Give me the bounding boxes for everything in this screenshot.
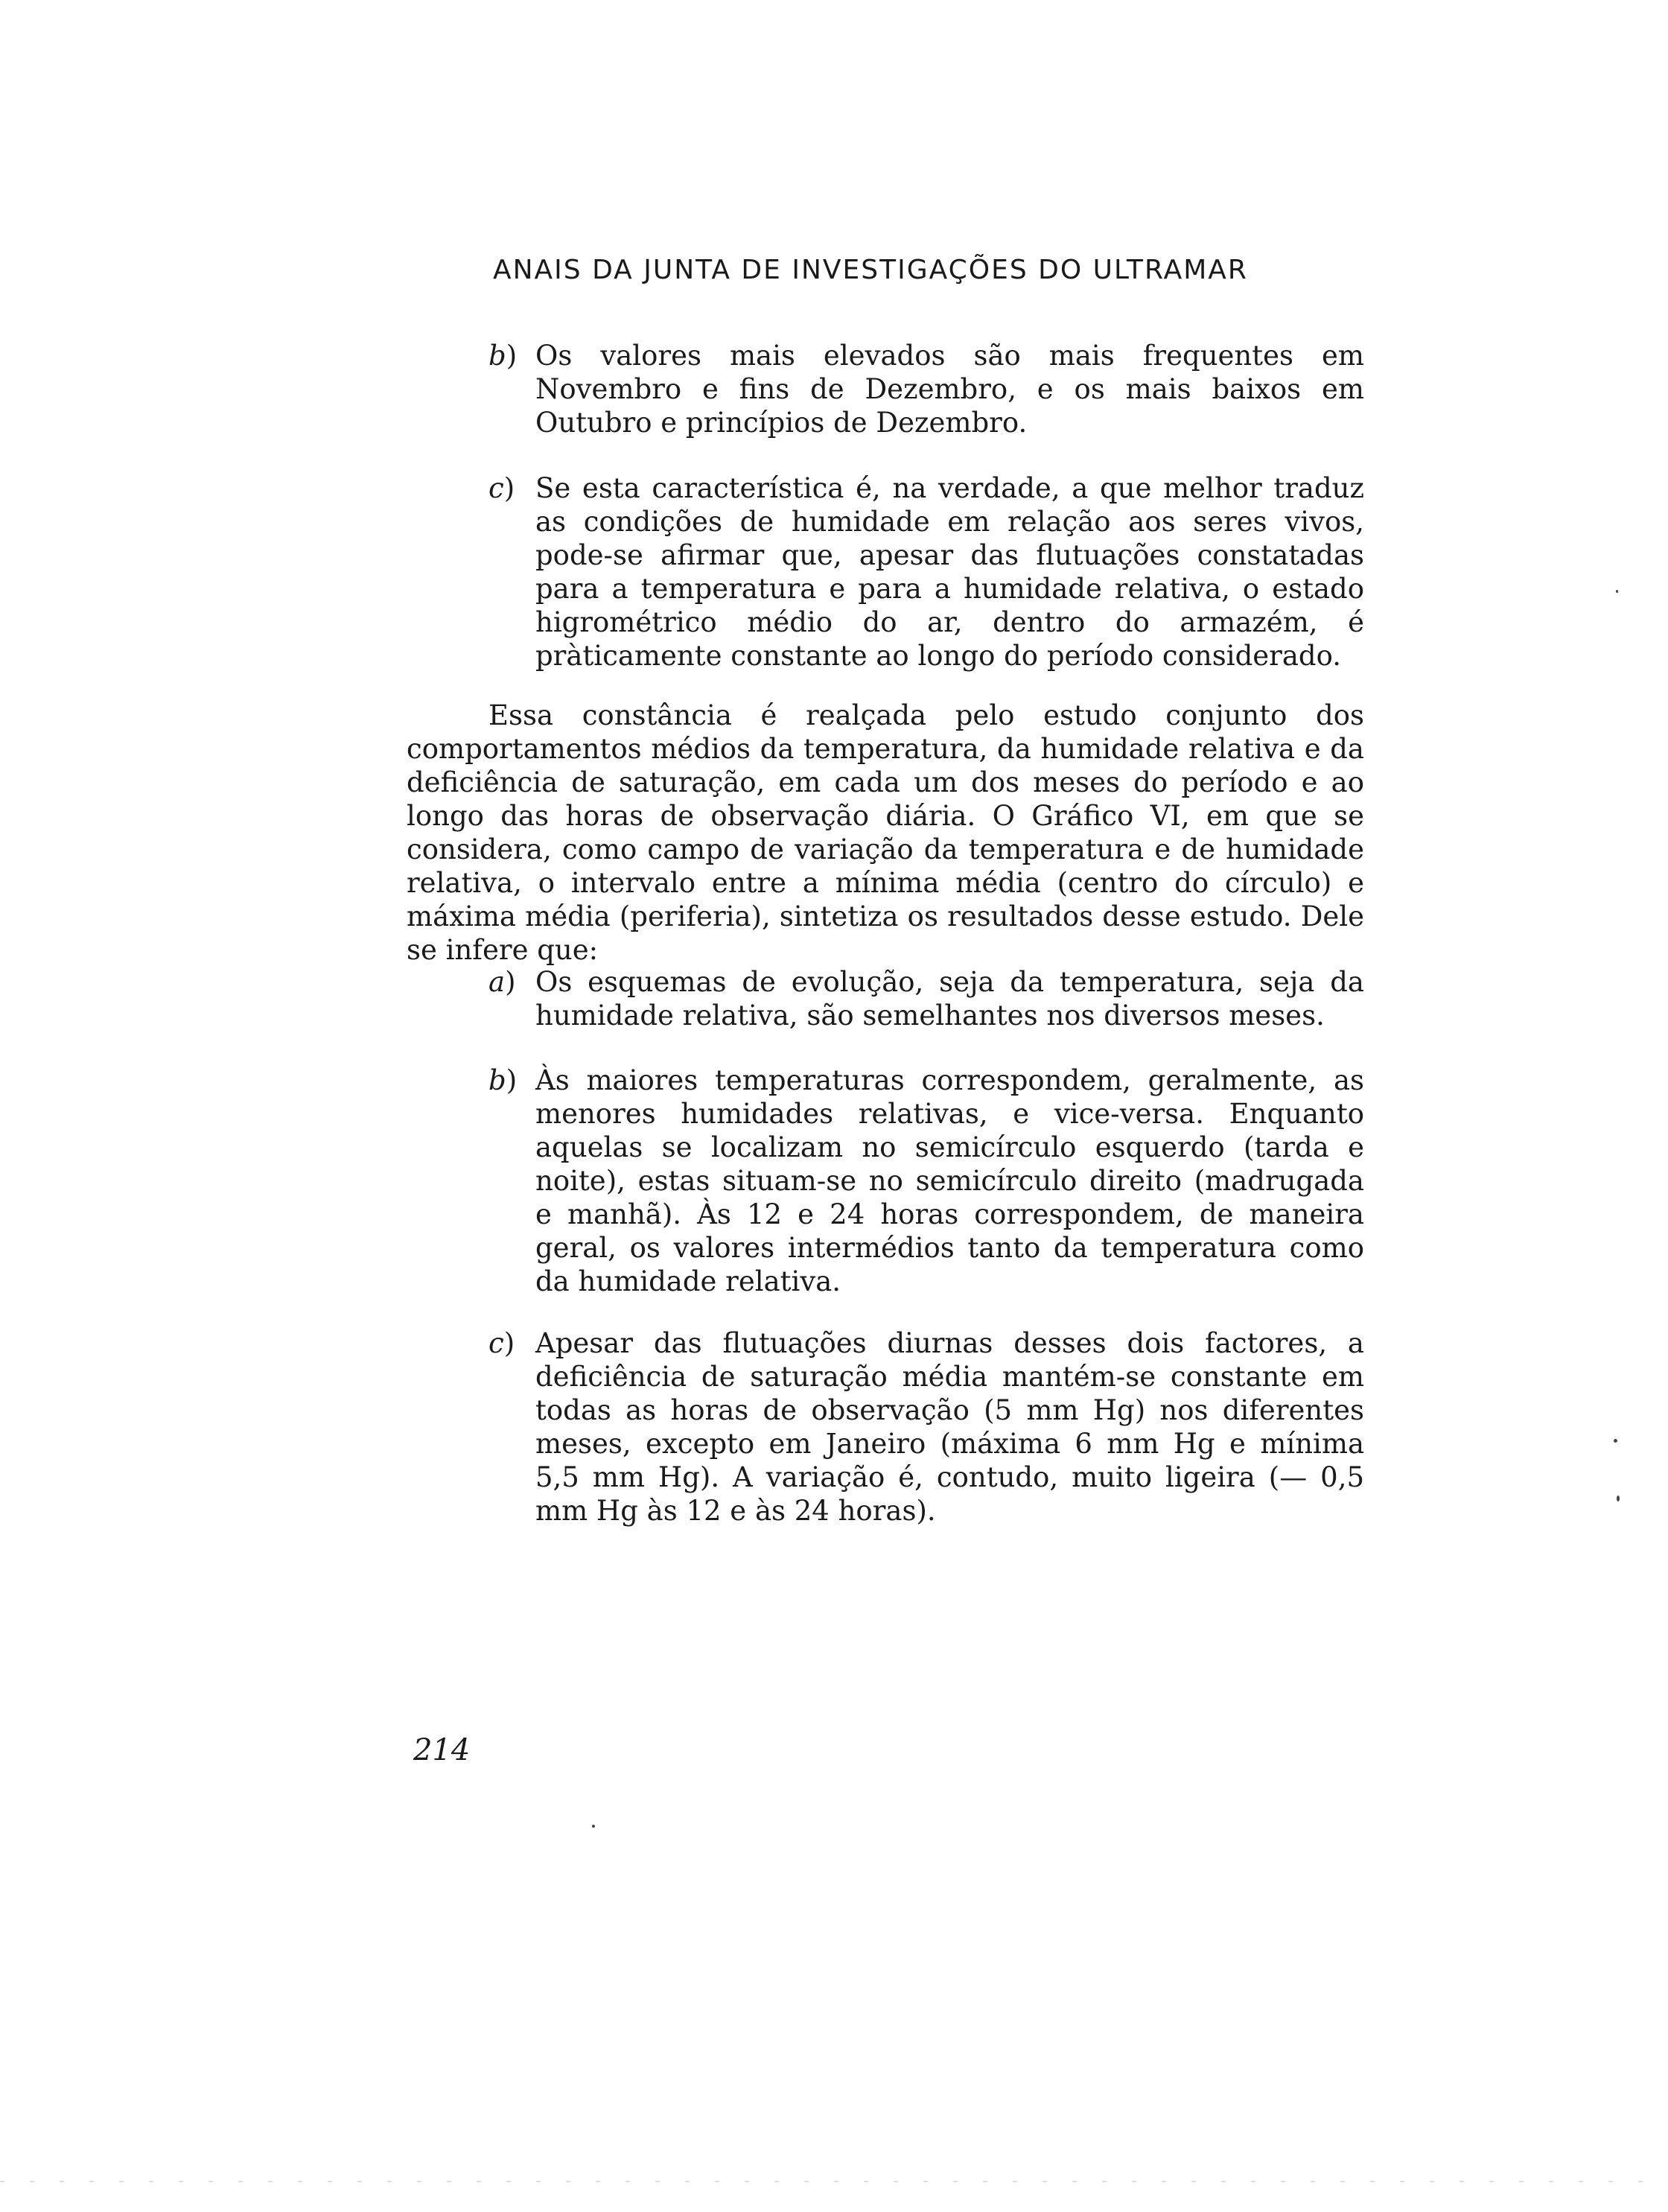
list-item-text: Se esta característica é, na verdade, a que melhor traduz as condições de humidade em relação aos seres vivos, pode-se afirmar que, apesar das flutuações constatadas para a temperatura e para a humidade relativa, o estado higrométrico médio do ar, dentro do armazém, é pràticamente constante ao longo do período considerado. [535,472,1364,672]
list-item-a-second [488,965,1364,1032]
scan-edge [0,2181,1668,2182]
page-number: 214 [413,1733,471,1767]
list-item-b-second [488,1064,1364,1298]
list-marker: a) [488,966,516,998]
list-item-text: Apesar das flutuações diurnas desses dois factores, a deficiência de saturação média mantém-se constante em todas as horas de observação (5 mm Hg) nos diferentes meses, excepto em Janeiro (máxima 6 mm Hg e mínima 5,5 mm Hg). A variação é, contudo, muito ligeira (— 0,5 mm Hg às 12 e às 24 horas). [535,1327,1364,1527]
running-head: ANAIS DA JUNTA DE INVESTIGAÇÕES DO ULTRAMAR [493,255,1248,285]
list-marker: b) [488,340,518,372]
scan-speck [592,1825,595,1828]
list-marker: c) [488,1327,515,1359]
body-paragraph: Essa constância é realçada pelo estudo conjunto dos comportamentos médios da temperatura, da humidade relativa e da deficiência de saturação, em cada um dos meses do período e ao longo das horas de observação diária. O Gráfico VI, em que se considera, como campo de variação da temperatura e de humidade relativa, o intervalo entre a mínima média (centro do círculo) e máxima média (periferia), sintetiza os resultados desse estudo. Dele se infere que: [407,699,1364,966]
list-item-b-first [488,339,1364,439]
scan-speck [1616,590,1618,593]
list-item-text: Os valores mais elevados são mais frequentes em Novembro e fins de Dezembro, e os mais baixos em Outubro e princípios de Dezembro. [535,340,1364,439]
scan-speck [1617,1496,1620,1501]
list-item-text: Os esquemas de evolução, seja da temperatura, seja da humidade relativa, são semelhantes nos diversos meses. [535,966,1364,1032]
list-marker: b) [488,1064,518,1096]
list-item-c-second [488,1326,1364,1528]
scan-speck [1614,1439,1617,1443]
list-item-text: Às maiores temperaturas correspondem, geralmente, as menores humidades relativas, e vice-versa. Enquanto aquelas se localizam no semicírculo esquerdo (tarda e noite), estas situam-se no semicírculo direito (madrugada e manhã). Às 12 e 24 horas correspondem, de maneira geral, os valores intermédios tanto da temperatura como da humidade relativa. [535,1064,1364,1297]
list-item-c-first [488,471,1364,673]
list-marker: c) [488,472,515,504]
